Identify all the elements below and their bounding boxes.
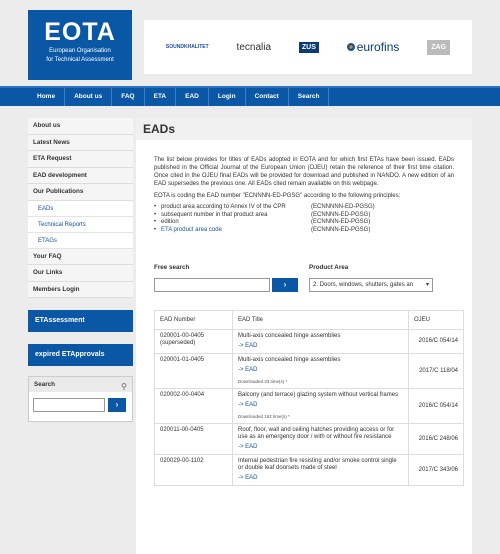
- table-row: [155, 354, 464, 389]
- nav-contact[interactable]: Contact: [246, 88, 289, 106]
- col-ojeu: OJEU: [409, 311, 464, 330]
- nav-home[interactable]: Home: [28, 88, 65, 106]
- sidebar-search-go-button[interactable]: ›: [108, 398, 126, 412]
- ojeu-ref: 2016/C 054/14: [409, 330, 464, 354]
- side-menu: [28, 118, 133, 298]
- coding-text: EOTA is coding the EAD number "ECNNNN-ED-PGSG" according to the following principles:: [154, 193, 401, 199]
- expired-eta-approvals-button[interactable]: expired ETApprovals: [28, 344, 133, 366]
- sidebar-item-latest-news[interactable]: Latest News: [28, 135, 133, 152]
- ead-link[interactable]: -> EAD: [238, 444, 258, 450]
- sidebar-item-our-links[interactable]: Our Links: [28, 265, 133, 282]
- page-title: EADs: [143, 122, 176, 136]
- col-ead-title: EAD Title: [233, 311, 409, 330]
- sidebar-search-title: Search ⚲: [29, 377, 132, 392]
- col-ead-number: EAD Number: [155, 311, 233, 330]
- ead-title: Roof, floor, wall and ceiling hatches providing access or for use as an emergency door / with or without fire resistance: [238, 427, 395, 440]
- free-search-label: Free search: [154, 264, 190, 271]
- nav-search[interactable]: Search: [289, 88, 330, 106]
- partner-zus-logo[interactable]: ZUS: [299, 42, 319, 53]
- coding-principles: [154, 204, 454, 234]
- main-header: [136, 118, 472, 140]
- sidebar-item-about-us[interactable]: About us: [28, 118, 133, 135]
- nav-ead[interactable]: EAD: [176, 88, 209, 106]
- free-search-go-button[interactable]: ›: [272, 278, 298, 292]
- nav-eta[interactable]: ETA: [145, 88, 177, 106]
- eta-assessment-button[interactable]: ETAssessment: [28, 310, 133, 332]
- sidebar-subitem-eads[interactable]: EADs: [28, 201, 133, 217]
- principle-item: • subsequent number in that product area (ECNNNN-ED-PGSG): [154, 211, 371, 218]
- ead-number: 020001-00-0405 (superseded): [155, 330, 233, 354]
- sidebar-search-input[interactable]: [33, 398, 105, 412]
- ead-title: Internal pedestrian fire resisting and/or smoke control single or double leaf doorsets made of steel: [238, 458, 397, 471]
- download-count: Downloaded 162 time(s) *: [238, 414, 290, 419]
- eurofins-icon: [347, 43, 355, 51]
- table-row: [155, 424, 464, 455]
- search-icon: ⚲: [121, 382, 127, 391]
- table-row: [155, 330, 464, 354]
- ead-title: Balcony (and terrace) glazing system without vertical frames: [238, 392, 399, 398]
- ead-link[interactable]: -> EAD: [238, 475, 258, 481]
- intro-text: The list below provides for titles of EADs adopted in EOTA and for which first ETAs have been issued. EADs published in the Official Journal of the European Union (OJEU) retain the reference of their first time citation. Once cited in the OJEU final EADs will be provided for download and published in NANDO. A new edition of an EAD supersedes the previous one. All EADs cited remain available on this webpage.: [154, 157, 454, 187]
- principle-item: • product area according to Annex IV of the CPR (ECNNNNN-ED-PGSG): [154, 204, 375, 210]
- partner-tecnalia-logo[interactable]: tecnalia: [236, 41, 272, 53]
- partner-zag-logo[interactable]: ZAG: [427, 40, 450, 55]
- product-area-select[interactable]: 2. Doors, windows, shutters, gates an ▾: [309, 278, 433, 292]
- ojeu-ref: 2016/C 248/06: [409, 424, 464, 455]
- chevron-down-icon: ▾: [425, 282, 429, 288]
- sidebar-item-ead-development[interactable]: EAD development: [28, 168, 133, 185]
- logo-line-2: for Technical Assessment: [46, 57, 114, 63]
- ead-link[interactable]: -> EAD: [238, 343, 258, 349]
- ead-number: 020001-01-0405: [155, 354, 233, 389]
- sidebar: [28, 118, 133, 422]
- ead-link[interactable]: -> EAD: [238, 402, 258, 408]
- free-search-input[interactable]: [154, 278, 270, 292]
- logo-line-1: European Organisation: [49, 48, 111, 54]
- ead-link[interactable]: -> EAD: [238, 367, 258, 373]
- partner-logos: [144, 20, 472, 74]
- ojeu-ref: 2016/C 054/14: [409, 389, 464, 424]
- table-row: [155, 389, 464, 424]
- table-row: [155, 455, 464, 486]
- main-nav: [0, 86, 500, 106]
- nav-about-us[interactable]: About us: [65, 88, 112, 106]
- sidebar-subitem-technical-reports[interactable]: Technical Reports: [28, 217, 133, 233]
- sidebar-item-eta-request[interactable]: ETA Request: [28, 151, 133, 168]
- ead-title: Multi-axis concealed hinge assemblies: [238, 333, 341, 339]
- nav-login[interactable]: Login: [209, 88, 246, 106]
- ead-number: 020011-00-0405: [155, 424, 233, 455]
- download-count: Downloaded 33 time(s) *: [238, 379, 288, 384]
- principle-item: • edition (ECNNNN-ED-PGSG): [154, 219, 371, 225]
- ead-number: 020002-00-0404: [155, 389, 233, 424]
- filter-area: [154, 264, 454, 292]
- sidebar-item-our-publications[interactable]: Our Publications: [28, 184, 133, 201]
- sidebar-search-box: [28, 376, 133, 422]
- ojeu-ref: 2017/C 118/04: [409, 354, 464, 389]
- header: [28, 10, 472, 80]
- sidebar-item-members-login[interactable]: Members Login: [28, 282, 133, 299]
- ead-table: [154, 310, 464, 486]
- sidebar-subitem-etags[interactable]: ETAGs: [28, 233, 133, 249]
- nav-faq[interactable]: FAQ: [112, 88, 144, 106]
- ead-title: Multi-axis concealed hinge assemblies: [238, 357, 341, 363]
- eota-logo[interactable]: [28, 10, 132, 80]
- ojeu-ref: 2017/C 343/06: [409, 455, 464, 486]
- partner-eurofins-logo[interactable]: eurofins: [347, 40, 400, 54]
- principle-item: • ETA product area code (ECNNNN-ED-PGSG): [154, 226, 371, 233]
- ead-number: 020029-00-1102: [155, 455, 233, 486]
- product-area-label: Product Area: [309, 264, 349, 271]
- partner-sound-logo[interactable]: SOUNDKHALITET: [165, 44, 209, 50]
- main-content: [136, 118, 472, 554]
- logo-mark: EOTA: [44, 18, 116, 46]
- sidebar-item-your-faq[interactable]: Your FAQ: [28, 249, 133, 266]
- eta-product-area-code-link[interactable]: ETA product area code: [161, 226, 222, 233]
